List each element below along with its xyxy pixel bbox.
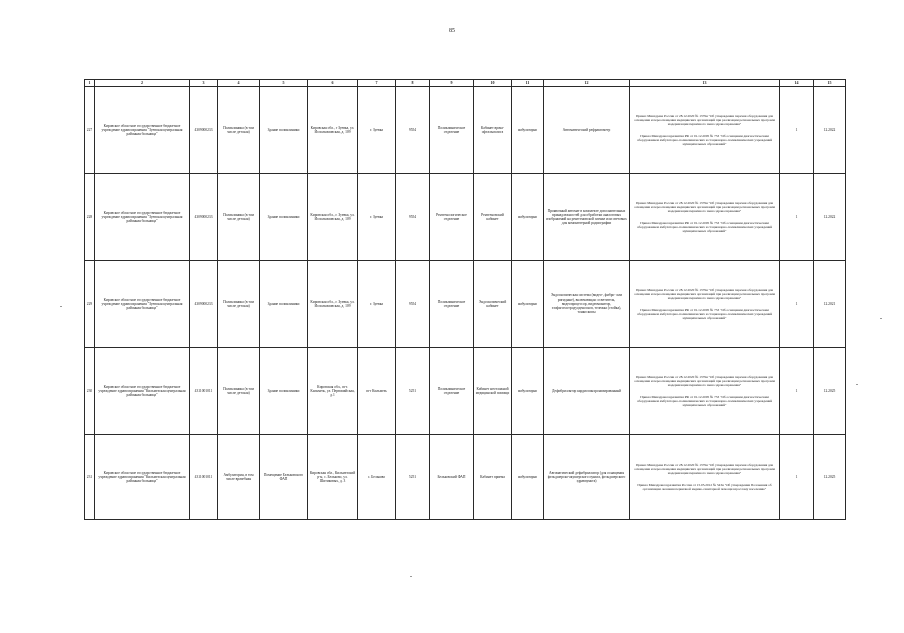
column-number: 3	[190, 80, 218, 87]
column-number: 5	[260, 80, 308, 87]
regulatory-docs	[630, 348, 780, 435]
column-number-row	[85, 80, 846, 87]
building-name: Здание поликлиники	[260, 174, 308, 261]
equipment-name: Автоматический дефибриллятор (для оснащения фельдшерско-акушерского пункта, фельдшерского здравпункта)	[544, 435, 630, 520]
column-number: 1	[85, 80, 95, 87]
equipment-name: Эндоскопическая система (видео-, фибро- или ригидные), включающая: осветитель, видеопроцессор, видеомонитор, эзофагогастродуоденоскоп, тележка (стойка), тонкоскопы	[544, 261, 630, 348]
organization-inn: 4311001011	[190, 435, 218, 520]
row-number: 227	[85, 87, 95, 174]
regulatory-doc: Приказ Минздрава России от 28.12.2020 № 1379н "Об утверждении перечня оборудования для оснащения и переоснащения медицинских организаций при реализации региональных программ модернизации первичного звена здравоохранения"	[634, 375, 775, 388]
scan-speck	[856, 384, 858, 385]
table-row	[85, 435, 846, 520]
scan-speck	[880, 318, 882, 319]
locality: с. Бельково	[358, 435, 396, 520]
quantity: 1	[780, 348, 814, 435]
equipment-name: Проявочный автомат в комплекте дополнительных принадлежностей для обработки аналоговых изображений на рентгеновской пленке или световых для компьютерной радиографии	[544, 174, 630, 261]
address: Кировская обл., пгт. Кильмезь, ул. Первомайская, д.1	[308, 348, 358, 435]
quantity: 1	[780, 174, 814, 261]
quantity: 1	[780, 435, 814, 520]
row-number: 231	[85, 435, 95, 520]
regulatory-doc: Приказ Минздрава России от 28.12.2020 № 1379н "Об утверждении перечня оборудования для оснащения и переоснащения медицинских организаций при реализации региональных программ модернизации первичного звена здравоохранения"	[634, 463, 775, 476]
population: 9554	[396, 87, 430, 174]
quantity: 1	[780, 261, 814, 348]
column-number: 11	[512, 80, 544, 87]
address: Кировская обл., г Зуевка, ул. Исполкомовская, д. 109	[308, 87, 358, 174]
organization-inn: 4309000233	[190, 174, 218, 261]
regulatory-doc: Приказ Минздравсоцразвития РФ от 01.12.2005 № 753 "Об оснащении диагностическим оборудованием амбулаторно-поликлинических и стационарно-поликлинических учреждений муниципальных образований"	[636, 133, 773, 146]
row-number: 229	[85, 261, 95, 348]
regulatory-doc: Приказ Минздравсоцразвития России от 15.05.2012 № 543н "Об утверждении Положения об организации оказания первичной медико-санитарной помощи взрослому населению"	[637, 482, 772, 491]
facility-type: Поликлиника (в том числе детская)	[218, 348, 260, 435]
scan-speck	[60, 306, 62, 307]
address: Кировская обл., г. Зуевка, ул. Исполкомовская, д. 109	[308, 174, 358, 261]
care-mode: амбулаторно	[512, 174, 544, 261]
building-name: Помещение Бельковского ФАП	[260, 435, 308, 520]
column-number: 10	[474, 80, 512, 87]
address: Кировская обл., Кильмезский р-н, с. Бельково, ул. Шитиковых, д. 3	[308, 435, 358, 520]
locality: г. Зуевка	[358, 174, 396, 261]
address: Кировская обл., г. Зуевка, ул. Исполкомовская, д. 109	[308, 261, 358, 348]
room: Рентгеновский кабинет	[474, 174, 512, 261]
column-number: 2	[95, 80, 190, 87]
organization-name: Кировское областное государственное бюджетное учреждение здравоохранения "Зуевская центральная районная больница"	[95, 261, 190, 348]
regulatory-doc: Приказ Минздравсоцразвития РФ от 01.12.2005 № 753 "Об оснащении диагностическим оборудованием амбулаторно-поликлинических и стационарно-поликлинических учреждений муниципальных образований"	[636, 307, 773, 320]
column-number: 12	[544, 80, 630, 87]
quantity: 1	[780, 87, 814, 174]
care-mode: амбулаторно	[512, 261, 544, 348]
due-date: 12.2025	[814, 348, 846, 435]
column-number: 6	[308, 80, 358, 87]
regulatory-doc: Приказ Минздравсоцразвития РФ от 01.12.2005 № 753 "Об оснащении диагностическим оборудованием амбулаторно-поликлинических и стационарно-поликлинических учреждений муниципальных образований"	[636, 394, 773, 407]
department: Поликлиническое отделение	[430, 261, 474, 348]
row-number: 230	[85, 348, 95, 435]
regulatory-docs	[630, 435, 780, 520]
column-number: 8	[396, 80, 430, 87]
room: Эндоскопический кабинет	[474, 261, 512, 348]
population: 5251	[396, 348, 430, 435]
regulatory-docs	[630, 87, 780, 174]
room: Кабинет приема	[474, 435, 512, 520]
due-date: 12.2025	[814, 435, 846, 520]
equipment-name: Дефибриллятор кардиосинхронизированный	[544, 348, 630, 435]
population: 9554	[396, 261, 430, 348]
organization-name: Кировское областное государственное бюджетное учреждение здравоохранения "Кильмезская центральная районная больница"	[95, 348, 190, 435]
facility-type: Поликлиника (в том числе детская)	[218, 261, 260, 348]
column-number: 15	[814, 80, 846, 87]
department: Поликлиническое отделение	[430, 87, 474, 174]
organization-inn: 4309000233	[190, 261, 218, 348]
building-name: Здание поликлиники	[260, 261, 308, 348]
room: Кабинет врача-офтальмолога	[474, 87, 512, 174]
facility-type: Поликлиника (в том числе детская)	[218, 174, 260, 261]
organization-name: Кировское областное государственное бюджетное учреждение здравоохранения "Зуевская центральная районная больница"	[95, 174, 190, 261]
building-name: Здание поликлиники	[260, 348, 308, 435]
organization-name: Кировское областное государственное бюджетное учреждение здравоохранения "Кильмезская центральная районная больница"	[95, 435, 190, 520]
column-number: 4	[218, 80, 260, 87]
regulatory-docs	[630, 174, 780, 261]
care-mode: амбулаторно	[512, 435, 544, 520]
organization-inn: 4309000233	[190, 87, 218, 174]
department: Рентгенологическое отделение	[430, 174, 474, 261]
department: Поликлиническое отделение	[430, 348, 474, 435]
regulatory-doc: Приказ Минздравсоцразвития РФ от 01.12.2005 № 753 "Об оснащении диагностическим оборудованием амбулаторно-поликлинических и стационарно-поликлинических учреждений муниципальных образований"	[636, 220, 773, 233]
regulatory-doc: Приказ Минздрава России от 28.12.2020 № 1379н "Об утверждении перечня оборудования для оснащения и переоснащения медицинских организаций при реализации региональных программ модернизации первичного звена здравоохранения"	[634, 288, 775, 301]
organization-inn: 4311001011	[190, 348, 218, 435]
locality: г. Зуевка	[358, 261, 396, 348]
care-mode: амбулаторно	[512, 87, 544, 174]
table-row	[85, 174, 846, 261]
due-date: 12.2022	[814, 174, 846, 261]
facility-type: Амбулатория, в том числе врачебная	[218, 435, 260, 520]
page-number: 85	[449, 28, 455, 34]
column-number: 14	[780, 80, 814, 87]
population: 9554	[396, 174, 430, 261]
column-number: 7	[358, 80, 396, 87]
regulatory-doc: Приказ Минздрава России от 28.12.2020 № 1379н "Об утверждении перечня оборудования для оснащения и переоснащения медицинских организаций при реализации региональных программ модернизации первичного звена здравоохранения"	[634, 114, 775, 127]
column-number: 9	[430, 80, 474, 87]
equipment-table	[84, 79, 846, 520]
table-row	[85, 348, 846, 435]
locality: пгт Кильмезь	[358, 348, 396, 435]
room: Кабинет неотложной медицинской помощи	[474, 348, 512, 435]
column-number: 13	[630, 80, 780, 87]
population: 5251	[396, 435, 430, 520]
due-date: 12.2021	[814, 261, 846, 348]
row-number: 228	[85, 174, 95, 261]
department: Бельковский ФАП	[430, 435, 474, 520]
regulatory-doc: Приказ Минздрава России от 28.12.2020 № 1379н "Об утверждении перечня оборудования для оснащения и переоснащения медицинских организаций при реализации региональных программ модернизации первичного звена здравоохранения"	[634, 201, 775, 214]
facility-type: Поликлиника (в том числе детская)	[218, 87, 260, 174]
organization-name: Кировское областное государственное бюджетное учреждение здравоохранения "Зуевская центральная районная больница"	[95, 87, 190, 174]
regulatory-docs	[630, 261, 780, 348]
table-row	[85, 87, 846, 174]
care-mode: амбулаторно	[512, 348, 544, 435]
scan-speck	[410, 576, 412, 577]
due-date: 12.2022	[814, 87, 846, 174]
building-name: Здание поликлиники	[260, 87, 308, 174]
table-row	[85, 261, 846, 348]
locality: г. Зуевка	[358, 87, 396, 174]
equipment-name: Автоматический рефрактометр	[544, 87, 630, 174]
